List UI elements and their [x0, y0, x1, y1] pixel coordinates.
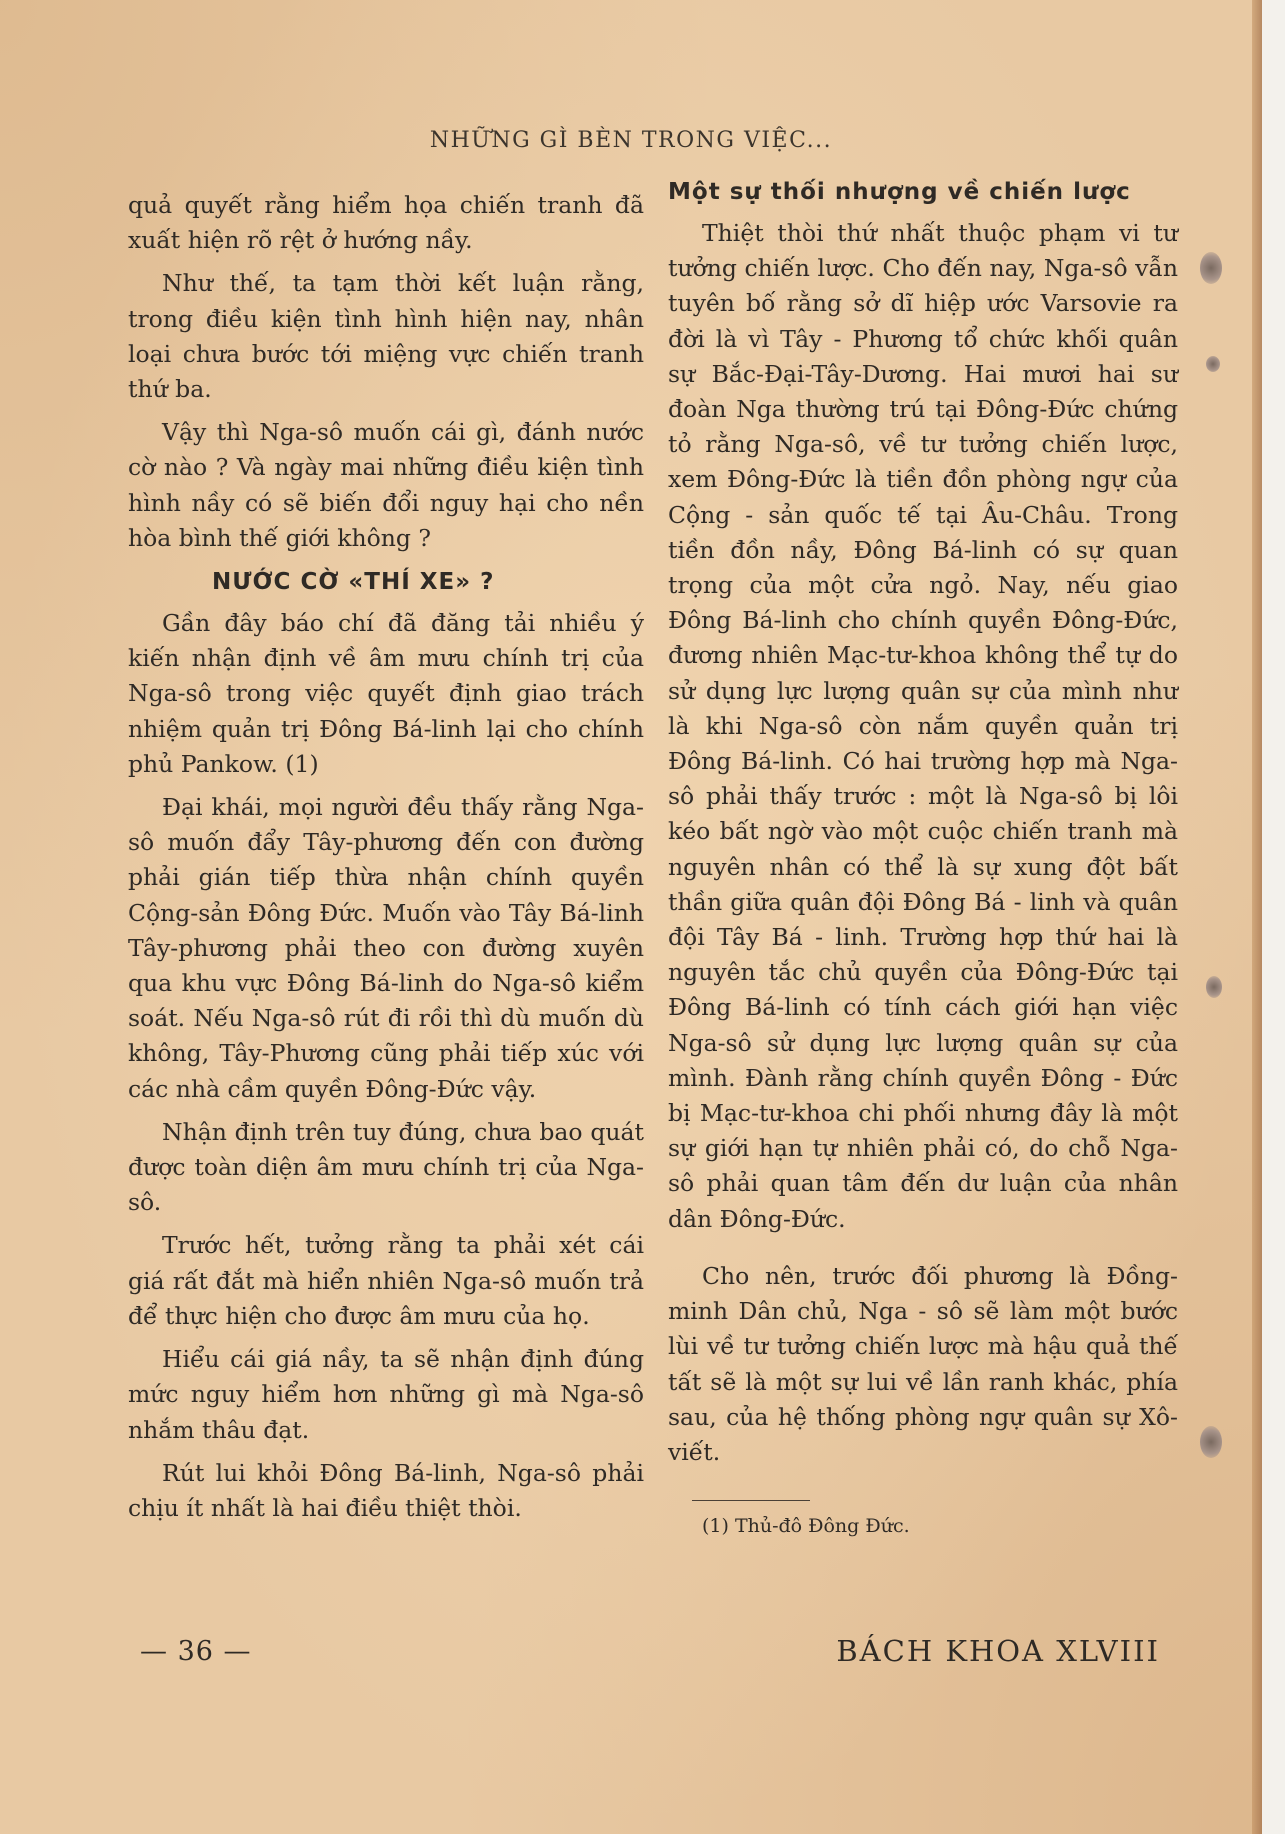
page-edge [1252, 0, 1262, 1834]
binding-hole [1200, 252, 1222, 284]
paragraph: Trước hết, tưởng rằng ta phải xét cái giá rất đắt mà hiển nhiên Nga-sô muốn trả để thực hiện cho được âm mưu của họ. [128, 1231, 644, 1330]
paragraph: Cho nên, trước đối phương là Đồng-minh Dân chủ, Nga - sô sẽ làm một bước lùi về tư tưởng chiến lược mà hậu quả thế tất sẽ là một sự lui về lần ranh khác, phía sau, của hệ thống phòng ngự quân sự Xô-viết. [668, 1261, 1178, 1466]
magazine-issue: BÁCH KHOA XLVIII [836, 1634, 1160, 1668]
paragraph: Nhận định trên tuy đúng, chưa bao quát được toàn diện âm mưu chính trị của Nga-sô. [128, 1117, 644, 1217]
paragraph: Như thế, ta tạm thời kết luận rằng, trong điều kiện tình hình hiện nay, nhân loại chưa bước tới miệng vực chiến tranh thứ ba. [128, 269, 644, 404]
paragraph: Hiểu cái giá nầy, ta sẽ nhận định đúng mức nguy hiểm hơn những gì mà Nga-sô nhắm thâu đạt. [128, 1345, 644, 1444]
paragraph: Vậy thì Nga-sô muốn cái gì, đánh nước cờ nào ? Và ngày mai những điều kiện tình hình nầy có sẽ biến đổi nguy hại cho nền hòa bình thế giới không ? [128, 418, 644, 552]
running-header: NHỮNG GÌ BÈN TRONG VIỆC... [429, 128, 833, 153]
section-heading: Một sự thối nhượng về chiến lược [668, 179, 1131, 205]
section-heading: NƯỚC CỜ «THÍ XE» ? [212, 569, 495, 596]
paragraph: Rút lui khỏi Đông Bá-linh, Nga-sô phải chịu ít nhất là hai điều thiệt thòi. [128, 1458, 644, 1522]
page-number: — 36 — [140, 1636, 252, 1667]
paragraph: quả quyết rằng hiểm họa chiến tranh đã xuất hiện rõ rệt ở hướng nầy. [128, 191, 644, 255]
paragraph: Đại khái, mọi người đều thấy rằng Nga-sô muốn đẩy Tây-phương đến con đường phải gián tiếp thừa nhận chính quyền Cộng-sản Đông Đức. Muốn vào Tây Bá-linh Tây-phương phải theo con đường xuyên qua khu vực Đông Bá-linh do Nga-sô kiểm soát. Nếu Nga-sô rút đi rồi thì dù muốn dù không, Tây-Phương cũng phải tiếp xúc với các nhà cầm quyền Đông-Đức vậy. [128, 793, 644, 1103]
right-column [668, 179, 1178, 1552]
binding-hole [1206, 356, 1220, 372]
paragraph: Gần đây báo chí đã đăng tải nhiều ý kiến nhận định về âm mưu chính trị của Nga-sô trong việc quyết định giao trách nhiệm quản trị Đông Bá-linh lại cho chính phủ Pankow. (1) [128, 609, 644, 778]
footnote-divider [692, 1500, 810, 1501]
footnote: (1) Thủ-đô Đông Đức. [702, 1515, 910, 1538]
binding-hole [1206, 976, 1222, 998]
left-column [128, 188, 644, 1534]
paragraph: Thiệt thòi thứ nhất thuộc phạm vi tư tưởng chiến lược. Cho đến nay, Nga-sô vẫn tuyên bố rằng sở dĩ hiệp ước Varsovie ra đời là vì Tây - Phương tổ chức khối quân sự Bắc-Đại-Tây-Dương. Hai mươi hai sư đoàn Nga thường trú tại Đông-Đức chứng tỏ rằng Nga-sô, về tư tưởng chiến lược, xem Đông-Đức là tiền đồn phòng ngự của Cộng - sản quốc tế tại Âu-Châu. Trong tiền đồn nầy, Đông Bá-linh có sự quan trọng của một cửa ngỏ. Nay, nếu giao Đông Bá-linh cho chính quyền Đông-Đức, đương nhiên Mạc-tư-khoa không thể tự do sử dụng lực lượng quân sự của mình như là khi Nga-sô còn nắm quyền quản trị Đông Bá-linh. Có hai trường hợp mà Nga-sô phải thấy trước : một là Nga-sô bị lôi kéo bất ngờ vào một cuộc chiến tranh mà nguyên nhân có thể là sự xung đột bất thần giữa quân đội Đông Bá - linh và quân đội Tây Bá - linh. Trường hợp thứ hai là nguyên tắc chủ quyền của Đông-Đức tại Đông Bá-linh có tính cách giới hạn việc Nga-sô sử dụng lực lượng quân sự của mình. Đành rằng chính quyền Đông - Đức bị Mạc-tư-khoa chi phối nhưng đây là một sự giới hạn tự nhiên phải có, do chỗ Nga-sô phải quan tâm đến dư luận của nhân dân Đông-Đức. [668, 219, 1178, 1233]
binding-hole [1200, 1426, 1222, 1458]
